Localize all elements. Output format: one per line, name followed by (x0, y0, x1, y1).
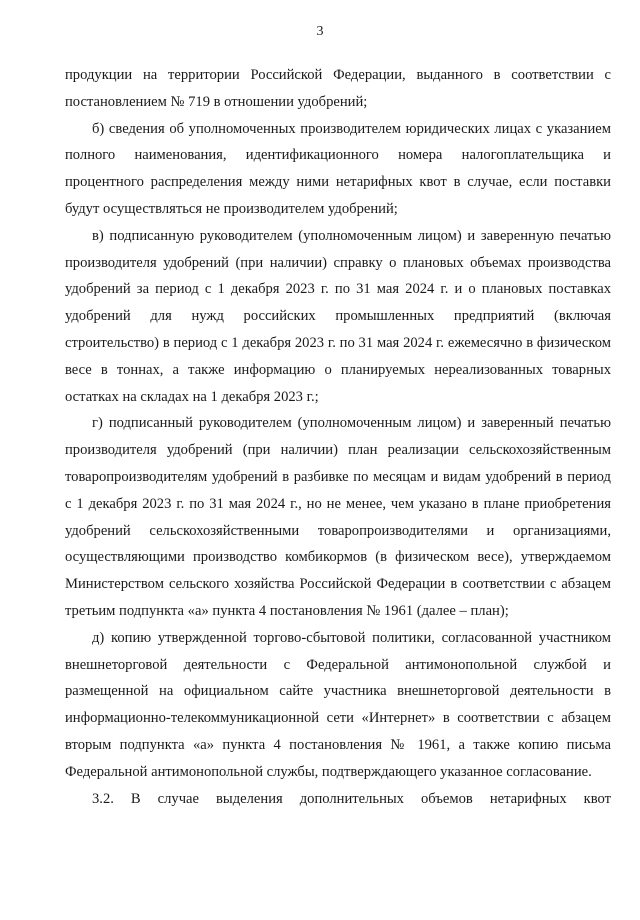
paragraph-item-g: г) подписанный руководителем (уполномоченным лицом) и заверенный печатью производителя удобрений (при наличии) план реализации сельскохозяйственным товаропроизводителям удобрений в разбивке по месяцам и видам удобрений в период с 1 декабря 2023 г. по 31 мая 2024 г., но не менее, чем указано в плане приобретения удобрений сельскохозяйственными товаропроизводителями и организациями, осуществляющими производство комбикормов (в физическом весе), утверждаемом Министерством сельского хозяйства Российской Федерации в соответствии с абзацем третьим подпункта «а» пункта 4 постановления № 1961 (далее – план); (65, 415, 611, 619)
page-number: 3 (316, 24, 324, 39)
paragraph-item-d: д) копию утвержденной торгово-сбытовой политики, согласованной участником внешнеторговой деятельности с Федеральной антимонопольной службой и размещенной на официальном сайте участника внешнеторговой деятельности в информационно-телекоммуникационной сети «Интернет» в соответствии с абзацем вторым подпункта «а» пункта 4 постановления № 1961, а также копию письма Федеральной антимонопольной службы, подтверждающего указанное согласование. (65, 629, 611, 780)
paragraph-section-3-2: 3.2. В случае выделения дополнительных объемов нетарифных квот (92, 790, 611, 807)
paragraph-item-v: в) подписанную руководителем (уполномоченным лицом) и заверенную печатью производителя удобрений (при наличии) справку о плановых объемах производства удобрений за период с 1 декабря 2023 г. по 31 мая 2024 г. и о плановых поставках удобрений для нужд российских промышленных предприятий (включая строительство) в период с 1 декабря 2023 г. по 31 мая 2024 г. ежемесячно в физическом весе в тоннах, а также информацию о планируемых нереализованных товарных остатках на складах на 1 декабря 2023 г.; (65, 227, 611, 405)
paragraph-item-b: б) сведения об уполномоченных производителем юридических лицах с указанием полного наименования, идентификационного номера налогоплательщика и процентного распределения между ними нетарифных квот в случае, если поставки будут осуществляться не производителем удобрений; (65, 120, 611, 217)
paragraph-continuation: продукции на территории Российской Федерации, выданного в соответствии с постановлением № 719 в отношении удобрений; (65, 67, 611, 110)
document-body (65, 62, 611, 812)
